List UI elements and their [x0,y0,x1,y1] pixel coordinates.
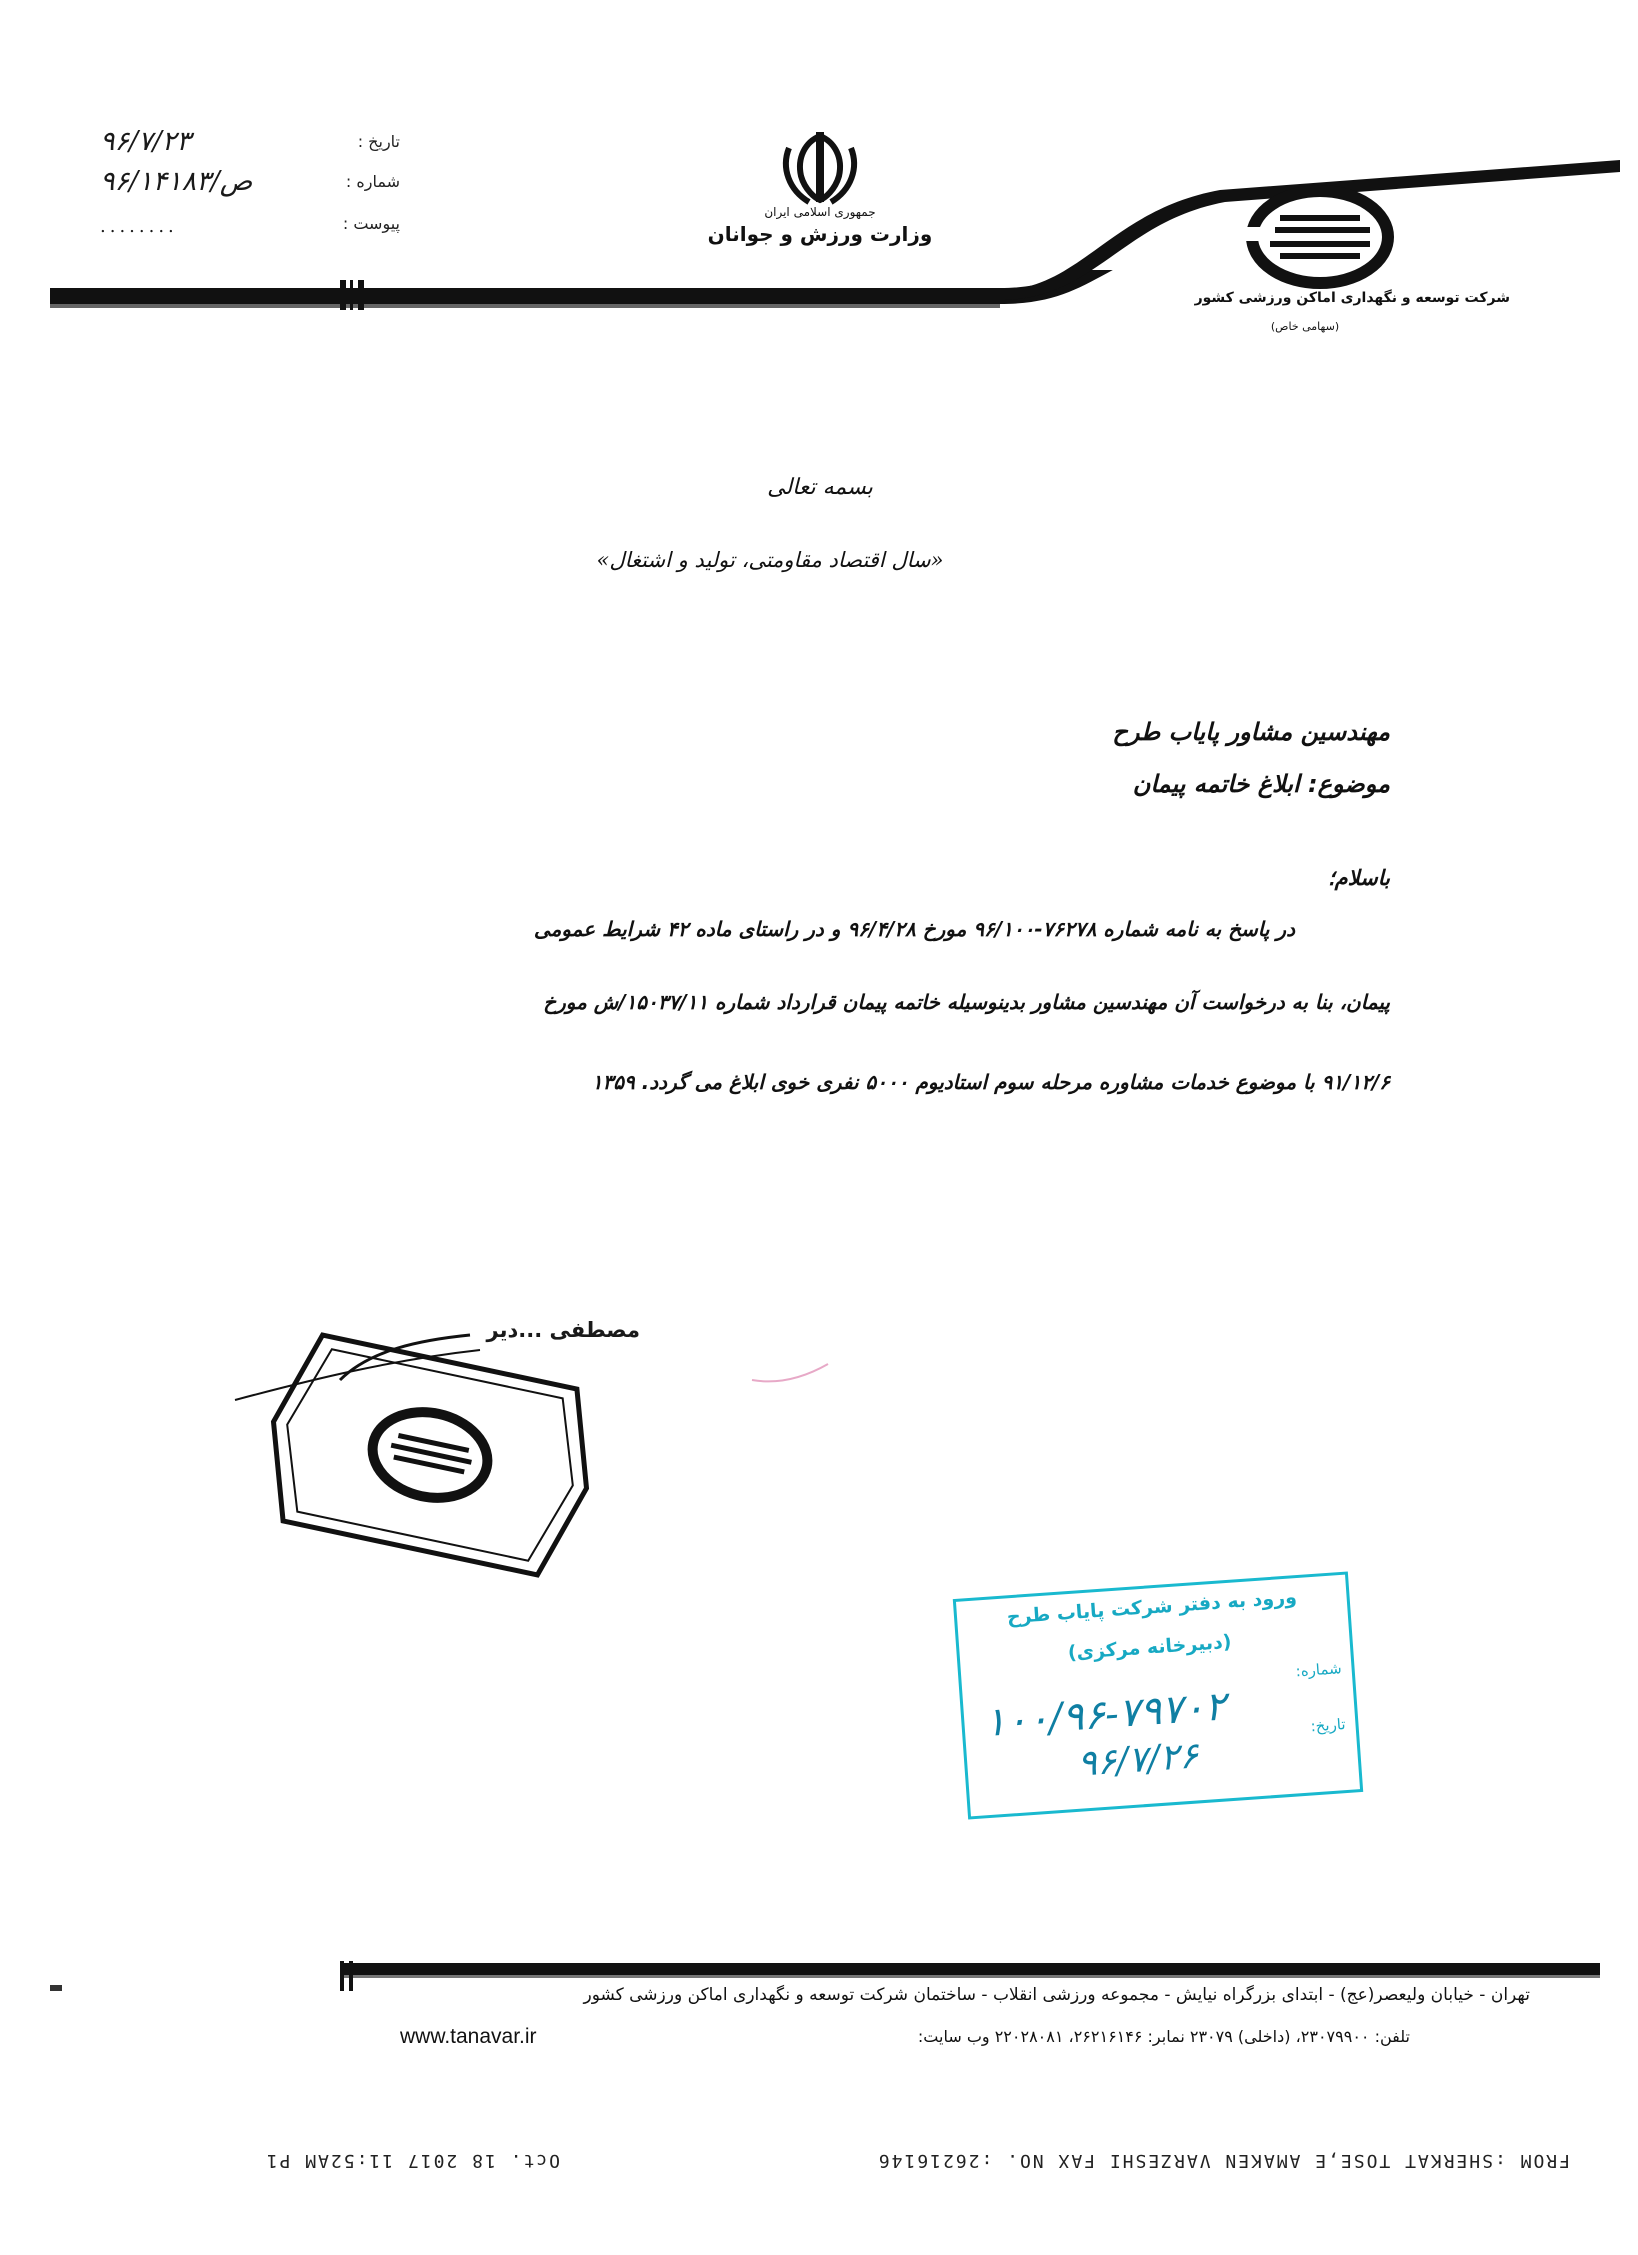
letter-date-row [100,126,400,164]
received-stamp [953,1571,1363,1819]
ministry-title: وزارت ورزش و جوانان [707,222,933,246]
subject-line: موضوع: ابلاغ خاتمه پیمان [1132,770,1390,798]
date-label: تاریخ : [357,132,400,151]
official-stamp-icon [230,1320,630,1590]
paragraph-line-1: در پاسخ به نامه شماره ۷۶۲۷۸-۹۶/۱۰۰ مورخ ۹۶/۴/۲۸ و در راستای ماده ۴۲ شرایط عمومی [533,917,1295,941]
received-number-value: ۱۰۰/۹۶-۷۹۷۰۲ [982,1683,1228,1747]
number-value: ۹۶/۱۴۱۸۳/ص [100,166,253,197]
footer-website-link[interactable]: www.tanavar.ir [400,2025,537,2048]
signer-name: مصطفی ...دیر [486,1318,640,1342]
fax-header-sender: FROM :SHERKAT TOSE,E AMAKEN VARZESHI FAX NO. :26216146 [876,2150,1570,2171]
company-logo-icon [1245,185,1395,295]
fax-header-timestamp: Oct. 18 2017 11:52AM P1 [264,2150,560,2171]
company-type: (سهامی خاص) [1270,320,1340,333]
company-name: شرکت توسعه و نگهداری اماکن ورزشی کشور [1194,290,1510,306]
attachment-value: ........ [100,216,178,237]
paragraph-line-2: پیمان، بنا به درخواست آن مهندسین مشاور بدینوسیله خاتمه پیمان قرارداد شماره ۱۵۰۳۷/۱۱/ش مورخ [543,990,1390,1014]
recipient: مهندسین مشاور پاياب طرح [1112,718,1390,746]
received-date-label: تاریخ: [1309,1715,1347,1736]
letter-number-row [100,166,400,204]
bismillah-heading: بسمه تعالی [767,475,873,500]
letter-attachment-row [100,214,400,246]
received-stamp-title: ورود به دفتر شرکت پاياب طرح [1006,1586,1298,1629]
greeting: باسلام؛ [1327,866,1390,890]
paragraph-line-3: ۹۱/۱۲/۶ با موضوع خدمات مشاوره مرحله سوم استادیوم ۵۰۰۰ نفری خوی ابلاغ می گردد. ۱۳۵۹ [591,1070,1390,1094]
received-date-value: ۹۶/۷/۲۶ [1076,1735,1200,1785]
pink-ink-mark [750,1360,830,1390]
footer-address: تهران - خیابان ولیعصر(عج) - ابتدای بزرگراه نیایش - مجموعه ورزشی انقلاب - ساختمان شرکت توسعه و نگهداری اماکن ورزشی کشور [583,1985,1530,2005]
received-number-label: شماره: [1295,1659,1343,1681]
number-label: شماره : [345,172,400,191]
footer-phone: تلفن: ۲۳۰۷۹۹۰۰، (داخلی) ۲۳۰۷۹ نمابر: ۲۶۲۱۶۱۴۶، ۲۲۰۲۸۰۸۱ وب سایت: [917,2027,1410,2046]
received-stamp-subtitle: (دبیرخانه مرکزی) [1067,1630,1233,1665]
year-slogan: «سال اقتصاد مقاومتی، تولید و اشتغال» [596,548,944,572]
attachment-label: پیوست : [342,214,400,233]
government-line: جمهوری اسلامی ایران [764,205,876,219]
date-value: ۹۶/۷/۲۳ [100,126,191,157]
iran-emblem-icon [775,128,865,208]
